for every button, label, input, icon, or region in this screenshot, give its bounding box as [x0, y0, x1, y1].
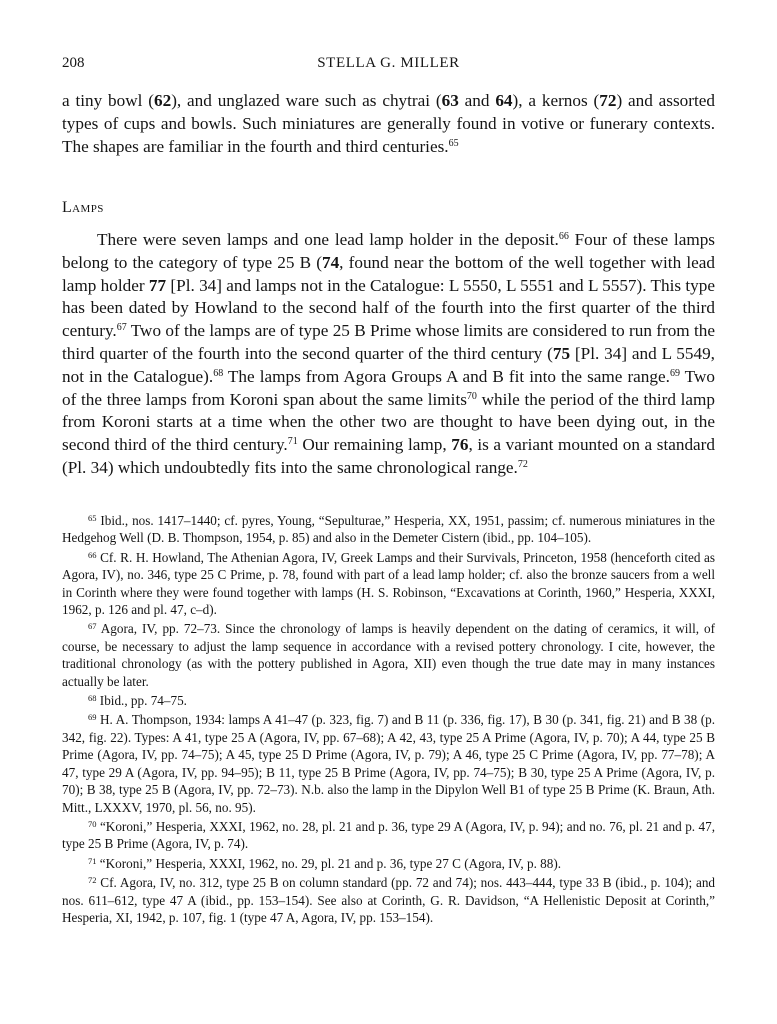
- lamps-paragraph: There were seven lamps and one lead lamp holder in the deposit.$^{66}$ Four of these lamps belong to the category of type 25 B (74, found near the bottom of the well together with lead lamp holder 77 [Pl. 34] and lamps not in the Catalogue: L 5550, L 5551 and L 5557). This type has been dated by Howland to the second half of the fourth into the first quarter of the third century.$^{67}$ Two of the lamps are of type 25 B Prime whose limits are considered to run from the third quarter of the fourth into the second quarter of the third century (75 [Pl. 34] and L 5549, not in the Catalogue).$^{68}$ The lamps from Agora Groups A and B fit into the same range.$^{69}$ Two of the three lamps from Koroni span about the same limits$^{70}$ while the period of the third lamp from Koroni starts at a time when the other two are thought to have been dying out, in the second third of the third century.$^{71}$ Our remaining lamp, 76, is a variant mounted on a standard (Pl. 34) which undoubtedly fits into the same chronological range.$^{72}$: [62, 230, 715, 477]
- footnote-number: 65: [88, 513, 97, 523]
- section-heading: Lamps: [62, 199, 104, 216]
- catalogue-ref: 75: [552, 343, 571, 363]
- footnote-number: 67: [88, 621, 97, 632]
- footnote: [62, 512, 715, 547]
- footnote-text: H. A. Thompson, 1934: lamps A 41–47 (p. 323, fig. 7) and B 11 (p. 336, fig. 17), B 30 (p. 341, fig. 21) and B 38 (p. 342, fig. 22). Types: A 41, type 25 A (Agora, IV, pp. 67–68); A 42, 43, type 25 A Prime (Agora, IV, p. 70); A 44, type 25 B Prime (Agora, IV, pp. 74–75); A 45, type 25 D Prime (Agora, IV, p. 79); A 46, type 25 C Prime (Agora, IV, pp. 77–78); A 47, type 29 A (Agora, IV, pp. 94–95); B 11, type 25 B Prime (Agora, IV, pp. 74–75); B 30, type 25 A Prime (Agora, IV, p. 70); B 38, type 25 B (Agora, IV, pp. 72–73). N.b. also the lamp in the Dipylon Well B1 of type 25 B Prime (K. Braun, Ath. Mitt., LXXXV, 1970, pl. 56, no. 95).: [62, 712, 715, 815]
- footnote-number: 69: [88, 712, 97, 723]
- running-head: STELLA G. MILLER: [317, 55, 460, 71]
- page-number: 208: [62, 55, 85, 71]
- footnote: [62, 874, 715, 926]
- footnote-number: 71: [88, 855, 97, 866]
- footnote-ref[interactable]: 72: [517, 458, 528, 470]
- footnote-text: “Koroni,” Hesperia, XXXI, 1962, no. 29, pl. 21 and p. 36, type 27 C (Agora, IV, p. 88).: [99, 855, 562, 871]
- footnote-number: 72: [88, 875, 97, 886]
- catalogue-ref: 63: [441, 91, 459, 110]
- footnote-text: Agora, IV, pp. 72–73. Since the chronology of lamps is heavily dependent on the dating of ceramics, it will, of course, be necessary to adjust the lamp sequence in accordance with a revised pottery chronology. I cite, however, the traditional chronology (as with the pottery published in Agora, XII) even though the true date may in many instances actually be later.: [62, 621, 715, 689]
- footnote-ref[interactable]: 71: [287, 436, 298, 448]
- footnote-ref[interactable]: 68: [213, 367, 224, 379]
- intro-paragraph: a tiny bowl (62), and unglazed ware such as chytrai (63 and 64), a kernos (72) and assorted types of cups and bowls. Such miniatures are generally found in votive or funerary contexts. The shapes are familiar in the fourth and third centuries.$^{65}$: [62, 91, 715, 156]
- footnote: [62, 620, 715, 690]
- footnote-ref[interactable]: 65: [448, 137, 459, 149]
- footnote-text: Ibid., pp. 74–75.: [99, 693, 187, 709]
- footnote: [62, 855, 715, 872]
- page-header: [62, 55, 715, 79]
- footnotes: [62, 512, 715, 928]
- catalogue-ref: 62: [154, 91, 172, 110]
- footnote: [62, 818, 715, 853]
- footnote-text: Cf. R. H. Howland, The Athenian Agora, IV, Greek Lamps and their Survivals, Princeton, 1958 (henceforth cited as Agora, IV), no. 346, type 25 C Prime, p. 78, found with part of a lead lamp holder; cf. also the bronze saucers from a well in Corinth where they were found together with lamps (H. S. Robinson, “Excavations at Corinth, 1960,” Hesperia, XXXI, 1962, p. 126 and pl. 47, c–d).: [62, 549, 716, 618]
- catalogue-ref: 72: [599, 91, 617, 110]
- footnote: [62, 692, 715, 709]
- footnote-text: “Koroni,” Hesperia, XXXI, 1962, no. 28, pl. 21 and p. 36, type 29 A (Agora, IV, p. 94); and no. 76, pl. 21 and p. 47, type 25 B Prime (Agora, IV, p. 74).: [62, 818, 716, 852]
- footnote-text: Cf. Agora, IV, no. 312, type 25 B on column standard (pp. 72 and 74); nos. 443–444, type 33 B (ibid., p. 104); and nos. 611–612, type 47 A (ibid., pp. 153–154). See also at Corinth, G. R. Davidson, “A Hellenistic Deposit at Corinth,” Hesperia, XI, 1942, p. 107, fig. 1 (type 47 A, Agora, IV, pp. 153–154).: [62, 875, 716, 925]
- footnote-text: Ibid., nos. 1417–1440; cf. pyres, Young, “Sepulturae,” Hesperia, XX, 1951, passim; cf. numerous miniatures in the Hedgehog Well (D. B. Thompson, 1954, p. 85) and also in the Demeter Cistern (ibid., pp. 104–105).: [62, 513, 716, 546]
- footnote: [62, 549, 715, 619]
- footnote-number: 68: [88, 693, 97, 704]
- catalogue-ref: 74: [321, 252, 340, 272]
- footnote-number: 70: [88, 818, 97, 829]
- catalogue-ref: 76: [451, 435, 469, 455]
- footnote-number: 66: [88, 549, 97, 560]
- footnote-ref[interactable]: 67: [116, 322, 127, 334]
- footnote: [62, 711, 715, 815]
- footnote-ref[interactable]: 69: [669, 367, 680, 379]
- footnote-ref[interactable]: 66: [558, 231, 569, 242]
- catalogue-ref: 64: [495, 91, 513, 110]
- catalogue-ref: 77: [148, 275, 167, 295]
- footnote-ref[interactable]: 70: [466, 390, 477, 402]
